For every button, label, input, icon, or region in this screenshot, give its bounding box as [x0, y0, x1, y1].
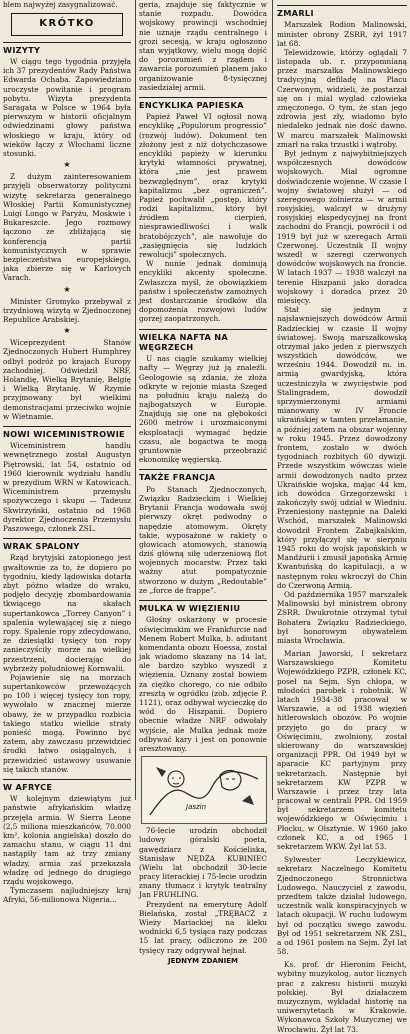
cartoon-illustration — [141, 756, 267, 824]
wrak-heading: WRAK SPALONY — [3, 538, 131, 551]
column-left — [3, 0, 131, 905]
francja-paragraph-1: Po Stanach Zjednoczonych, Związku Radzieckim i Wielkiej Brytanii Francja wodowała swój pierwszy okręt podwodny o napędzie atomowym. Okręty takie, wyposażone w rakiety o głowicach atomowych, stanowią dziś główną siłę uderzeniową flot wojennych mocarstw. Przez taki ważny atut pompatycznie stworzono w dużym „Redoutable” ze „force de frappe”. — [139, 484, 267, 595]
encyklika-heading: ENCYKLIKA PAPIESKA — [139, 97, 267, 110]
column-right — [277, 0, 407, 1034]
wrak-paragraph-1: Rząd brytyjski zatopionego jest gwałtownie za to, że dopiero po tygodniu, kiedy lądowiska dotarła zbyt późno władze do wraku, podjęło decyzję zbombardowania tkwiącego na skałach supertankowca „Torrey Canyon” i spalenia wylewającej się z niego ropy. Spalenie ropy zdecydowano, że dziesiątki tysięcy ton ropy zanieczyściły morze na wielkiej przestrzeni, docierając do wybrzeży południowej Kornwalii. — [3, 553, 131, 673]
zmarli-heading: ZMARLI — [277, 5, 407, 18]
afryka-paragraph-2: Tymczasem najludniejszy kraj Afryki, 56-milionowa Nigeria... — [3, 886, 131, 905]
separator-star: ★ — [63, 284, 71, 294]
separator-star: ★ — [63, 326, 71, 336]
encyklika-paragraph-2: W nunie jednak dominują encykliki akcenty społeczne. Zwłaszcza myśl, że obowiązkiem państw i społeczeństw zamożnych jest dostarczanie środków dla dopomożenia rozwojowi ludów gorzej zaopatrzonych. — [139, 259, 267, 324]
intro-text: blem najwyżej zasygnalizować. — [3, 0, 118, 9]
nigeria-continued: geria, znajduje się faktycznie w stanie rozpadu. Dowódca wojskowy prowincji wschodniej nie uznaje rządu centralnego i grozi secesją, w kraju ogłoszono stan wyjątkowy, wielu mogą dojść do porozumień z rządem i zawarcia porozumień planem jako organizowanie 8-tysięcznej zasiedziałej armii. — [139, 0, 267, 92]
afryka-paragraph-1: W kolejnym dziewiątym już państwie afrykańskim władzę przejęła armia. W Sierra Leone (2,5 miliona mieszkańców, 70.000 km², kolonia angielska) doszło do zamachu stanu, w ciągu 11 dni nastąpiły tam aż trzy zmiany władzy, armia zaś przekazała władzę od jednego do drugiego rządu wojskowego. — [3, 794, 131, 886]
wrak-paragraph-2: Pojawienie się na morzach supertankowców przewożących po 100 i więcej tysięcy ton ropy, wywołało w znacznej mierze obawy, że w przypadku rozbicia takiego statku wielkie straty ponieść mogą. Powinno być zatem, aby zawczasu przewidzieć środki łatwo osiągalnych, i przewidzieć ustawowy usuwanie się takich stanów. — [3, 672, 131, 774]
wizyty-paragraph-4: Wiceprezydent Stanów Zjednoczonych Hubert Humphrey odbył podróż po krajach Europy zachodniej. Odwiedził NRF, Holandię, Wielką Brytanię, Belgię i Wielką Brytanię. W Rzymie przyjmowany był wielkimi demonstracjami przeciwko wojnie w Wietnamie. — [3, 338, 131, 421]
feicht-obituary: Ks. prof. dr Hieronim Feicht, wybitny muzykolog, autor licznych prac z zakresu historii muzyki polskiej. Był działaczem muzycznym, wykładał historię na uniwersytetach w Krakowie. Wykonawca Szkoły Muzycznej we Wrocławiu. Żył lat 73. — [277, 960, 407, 1034]
column-divider-1 — [135, 0, 136, 800]
cartoon-signature: Jaszin — [186, 803, 207, 812]
nowi-paragraph-1: Wiceministrem handlu wewnętrznego został Augustyn Piętrowski, lat 54, ostatnio od 1960 kierownik wydziału handlu w prezydium WRN w Katowicach. Wiceministrem przemysłu spożywczego i skupu — Tadeusz Skwirzyński, ostatnio od 1968 dyrektor Zjednoczenia Przemysłu Paszowego, członek ZSL. — [3, 441, 131, 533]
zmarli-paragraph-3: Był jednym z najwybitniejszych współczesnych dowódców wojskowych. Miał ogromne doświadczenie wojenne. W czasie I wojny światowej służył — od szeregowego żołnierza — w armii rosyjskiej, walczył w drużyny rosyjskiej ekspedycyjnej na front zachodni do Francji, powrócił i od 1919 był już w szeregach Armii Czerwonej. Uczestnik II wojny wszedł w szeregi czerwonych dowódców wojskowych na froncie. W latach 1937 — 1938 walczył na terenie Hiszpanii jako doradca wojskowy i doradca przez 20 miesięcy. — [277, 148, 407, 305]
jaworski-obituary: Marian Jaworski, I sekretarz Warszawskiego Komitetu Wojewódzkiego PZPR, członek KC, poseł na Sejm. Syn chłopa, w młodości parobek i robotnik. W latach 1934-38 pracował w Warszawie, a od 1938 więzień hitlerowskich obozów. Po wojnie przyjęto go do pracy w Oświęcimiu, zwolniony, został skierowany do warszawskiej organizacji PPR. Od 1949 był w aparacie KC partyjnym przy sekretarzach. Następnie był sekretarzem KW PZPR w Warszawie i przez trzy lata pracował w centrali PPR. Od 1959 był sekretarzem komitetu wojewódzkiego w Oświęcimiu i Płocku, w Olsztynie. W 1960 jako członek KC, a od 1965 I sekretarzem WKW. Żył lat 53. — [277, 649, 407, 852]
mulka-heading: MULKA W WIĘZIENIU — [139, 600, 267, 613]
jednym-paragraph-2: Prezydent na emeryturę Adolf Bielańska, został „TRĘBACZ z Wieży Mariackiej na kleku wodnicki 6,5 tysiąca razy podczas 15 lat pracy, odliczono że 200 tysięcy razy odgrywał hejnał. — [139, 899, 267, 955]
zmarli-paragraph-5: Od października 1957 marszałek Malinowski był ministrem obrony ZSRR. Dwukrotnie otrzymał tytuł Bohatera Związku Radzieckiego, był honorowym obywatelem miasta Wrocławia. — [277, 589, 407, 645]
column-divider-2 — [272, 0, 273, 800]
nowi-heading: NOWI WICEMINISTROWIE — [3, 426, 131, 439]
afryka-heading: W AFRYCE — [3, 779, 131, 792]
krotko-box: KRÓTKO — [11, 13, 123, 36]
zmarli-paragraph-4: Stał się jednym z najsławniejszych dowódców Armii Radzieckiej w czasie II wojny światowej. Swoją marszałkowską otrzymał jako jeden z pierwszych wszystkich dowódców, we wrześniu 1944. Dowodził m. in. armią gwardyjską, która uczestniczyła w zwycięstwie pod Stalingradem, dowodził sprzymierzonymi armiami mianowany w IV Froncie ukraińskiej w tamten przełamanie, a później zatem na obszar wojenny w roku 1945. Przez dowodzony frontem, zostało w dwóch tygodniach rozbitych 60 dywizji. Przede wszystkim wówczas wiele armii dowodzonych nadto przez Ukraińskie wojska, mając 44 km, ich dowódca Grzegorzewski i zakończyły swój udział w Wiedniu. Przeniesiony następnie na Daleki Wschód, marszałek Malinowski dowodził Frontem Zabajkalskim, który przyłączył się w sierpniu 1945 roku do wojsk japońskich w Mandżurii i zmusił japońską Armię Kwantuńską do kapitulacji, a w następnym roku wkroczył do Chin do Czerwoną Armią. — [277, 305, 407, 590]
wizyty-paragraph-2: Z dużym zainteresowaniem przyjęli obserwatorzy polityczni wizytę sekretarza generalnego Włoskiej Partii Komunistycznej Luigi Longo w Paryżu, Moskwie i Bukareszcie. Jego rozmowy łączono ze zbliżającą się konferencją partii komunistycznych w sprawie bezpieczeństwa europejskiego, jaka zbierze się w Karlovych Varach. — [3, 172, 131, 283]
leczykiewicz-obituary: Sylwester Leczykiewicz, sekretarz Naczelnego Komitetu Zjednoczonego Stronnictwa Ludowego. Nauczyciel z zawodu, przedtem także działał ludowego, uczestnik walk konspiracyjnych w latach okupacji. W ruchu ludowym był od początku swego zawodu. Był od 1951 sekretarzem NK ZSL, a od 1961 posłem na Sejm. Żył lat 58. — [277, 855, 407, 957]
encyklika-paragraph-1: Papież Paweł VI ogłosił nową encyklikę „Populorum progressio” (rozwój ludów). Dokument ten złożony jest z niż dotychczasowe encykliki papieży w kierunku krytyki włamności prywatnej, która „nie jest prawem bezwzględnym”, oraz krytyki kapitalizmu „bez ograniczeń”. Papież pochwalił „postęp, który rodzi kapitalizmu, który był źródłem cierpień, niesprawiedliwości i walk bratobójczych”, ale nawołuje do „zasięgnięcia się ludzkich rewolucji” społecznych. — [139, 112, 267, 260]
wizyty-paragraph-3: Minister Gromyko przebywał z trzydniową wizytą w Zjednoczonej Republice Arabskiej. — [3, 296, 131, 324]
nafta-paragraph-1: U nas ciągle szukamy wielkiej nafty — Węgrzy już ją znaleźli. Geologowie są zdania, że złoża odkryte w rejonie miasta Szeged na południu kraju należą do najbogatszych w Europie. Znajdują się one na głębokości 2600 metrów i urozmaiconymi eksploatacji wymagać będzie czasu, ale bogactwa te mogą gruntownie przeobrazić ekonomikę węgierską. — [139, 354, 267, 465]
cartoon-drawing — [142, 757, 266, 823]
mulka-paragraph-1: Głośny oskarżony w procesie oświęcimskim we Frankfurcie nad Menem Robert Mulka, b. adiutant komendanta obozu Hoessa, został jak wiadomo skazany na 14 lat, ale bardzo szybko wyszedł z więzienia. Uznany został bowiem za ciężko chorego, co nie odbiło zresztą w ogródku (zob. zdjęcie P. 1121), oraz odbywał wycieczkę do wód do Hiszpanii. Dopiero obecnie władze NRF odwołały wyjście, ale Mulka jednak może odbywać kary i jest on ponownie aresztowany. — [139, 615, 267, 753]
zmarli-paragraph-1: Marszałek Rodion Malinowski, minister obrony ZSRR, żył 1917 lat 68. — [277, 20, 407, 48]
wizyty-paragraph-1: W ciągu tego tygodnia przyjęła ich 37 prezydentów Rady Państwa Edwarda Ochaba. Zapowiedziano uroczyste powitanie i program pobytu. Wizyta prezydenta Saragata w Polsce w 1964 była pierwszym w historii oficjalnym odwiedzinami głowy państwa włoskiego w kraju, który od wieków łączy z Włochami liczne stosunki. — [3, 57, 131, 158]
zmarli-paragraph-2: Telewidzowie, którzy oglądali 7 listopada ub. r. przypomnianą przez marszałka Malinowskiego tradycyjną defiladę na Placu Czerwonym, widzieli, że postarzał się on i mial wyglad człowieka zmęczonego. O tym, że stan jego zdrowia jest zły, wiadomo było niedaleko jednak nie dość dawno. W marcu marszałek Malinowski zmarł na raka trzustki i wątroby. — [277, 47, 407, 149]
column-middle — [139, 0, 267, 965]
nafta-heading: WIELKA NAFTA NA WĘGRZECH — [139, 329, 267, 353]
jednym-zdaniem-caption: JEDNYM ZDANIEM — [167, 956, 239, 965]
separator-star: ★ — [63, 160, 71, 170]
francja-heading: TAKŻE FRANCJA — [139, 469, 267, 482]
jednym-paragraph-1: 76-lecie urodzin obchodził ludowy góralski poeta, gawędziarz z Kościeliska, Stanisław NĘDZA KUBINIEC (Wielu lat obchodził 30-lecie pracy literackiej i 75-lecie urodzin znany tłumacz i krytyk teatralny Jan FRUHLING. — [139, 826, 267, 900]
wizyty-heading: WIZYTY — [3, 42, 131, 55]
